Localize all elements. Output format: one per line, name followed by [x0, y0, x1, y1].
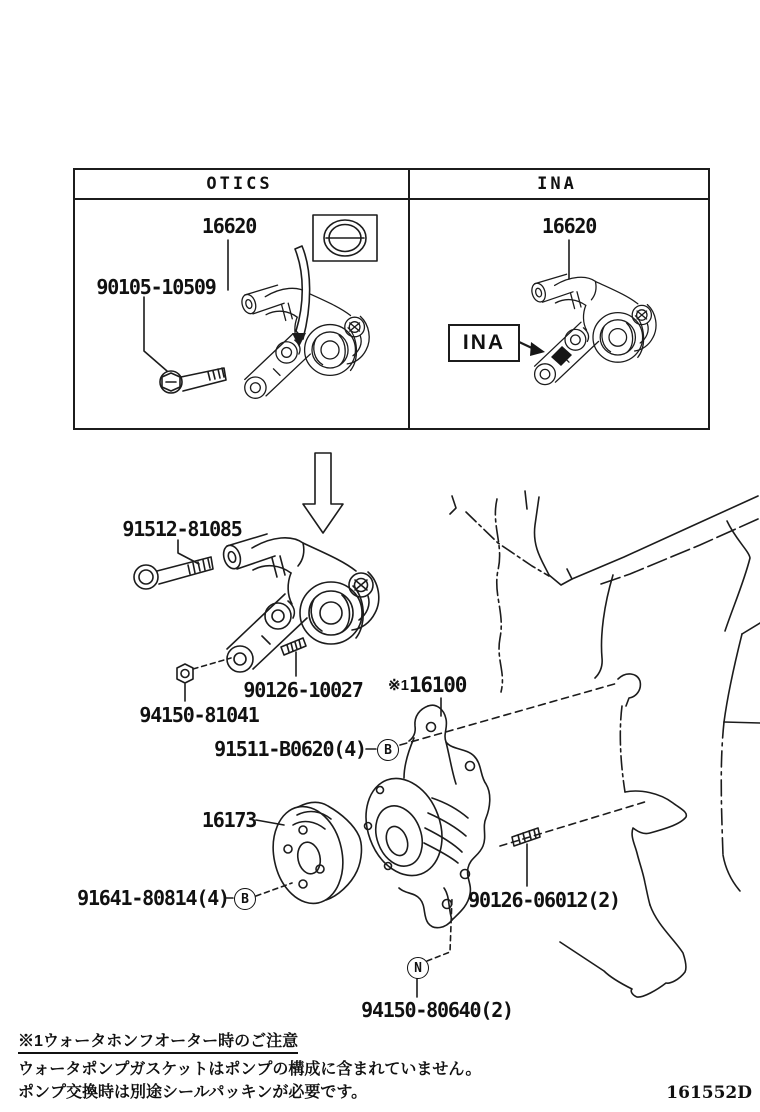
- part-label-91641-80814: 91641-80814(4): [77, 886, 229, 910]
- marker-circle-b-pulley-bolt: B: [234, 888, 256, 910]
- part-label-90126-10027: 90126-10027: [243, 678, 363, 702]
- part-label-90105-10509: 90105-10509: [96, 275, 216, 299]
- footnotes-block: [18, 1028, 481, 1104]
- vendor-comparison-table: [73, 168, 710, 430]
- table-header-divider: [75, 198, 708, 200]
- part-label-91512-81085: 91512-81085: [122, 517, 242, 541]
- figure-code: 161552D: [666, 1083, 752, 1103]
- engine-block-drawing: [450, 491, 760, 997]
- footnote-line-1: ウォータポンプガスケットはポンプの構成に含まれていません。: [18, 1061, 482, 1078]
- marker-circle-n-pump-nut: N: [407, 957, 429, 979]
- table-column-divider: [408, 170, 410, 428]
- part-label-16173: 16173: [201, 808, 257, 832]
- part-label-16100: 16100: [408, 673, 467, 697]
- part-label-16620-ina: 16620: [541, 214, 597, 238]
- part-label-91511-B0620: 91511-B0620(4): [214, 737, 366, 761]
- column-header-otics: OTICS: [206, 174, 273, 194]
- part-label-90126-06012: 90126-06012(2): [468, 888, 620, 912]
- marker-circle-b-pump-bolt: B: [377, 739, 399, 761]
- part-label-16100-group: [388, 673, 466, 697]
- part-label-94150-81041: 94150-81041: [139, 703, 259, 727]
- footnote-ref-mark: ※1: [388, 677, 409, 694]
- main-tensioner-drawing: [134, 534, 379, 701]
- block-stud-drawing: [512, 828, 540, 886]
- part-label-16620-otics: 16620: [201, 214, 257, 238]
- part-label-94150-80640: 94150-80640(2): [361, 998, 513, 1022]
- leader-lines: [226, 683, 648, 997]
- column-header-ina: INA: [537, 174, 577, 194]
- ina-brand-callout: INA: [448, 324, 520, 362]
- footnote-title: ※1ウォータホンフオーター時のご注意: [18, 1028, 298, 1054]
- pulley-drawing: [256, 800, 361, 910]
- down-arrow: [303, 453, 343, 533]
- footnote-line-2: ポンプ交換時は別途シールパッキンが必要です。: [18, 1084, 368, 1101]
